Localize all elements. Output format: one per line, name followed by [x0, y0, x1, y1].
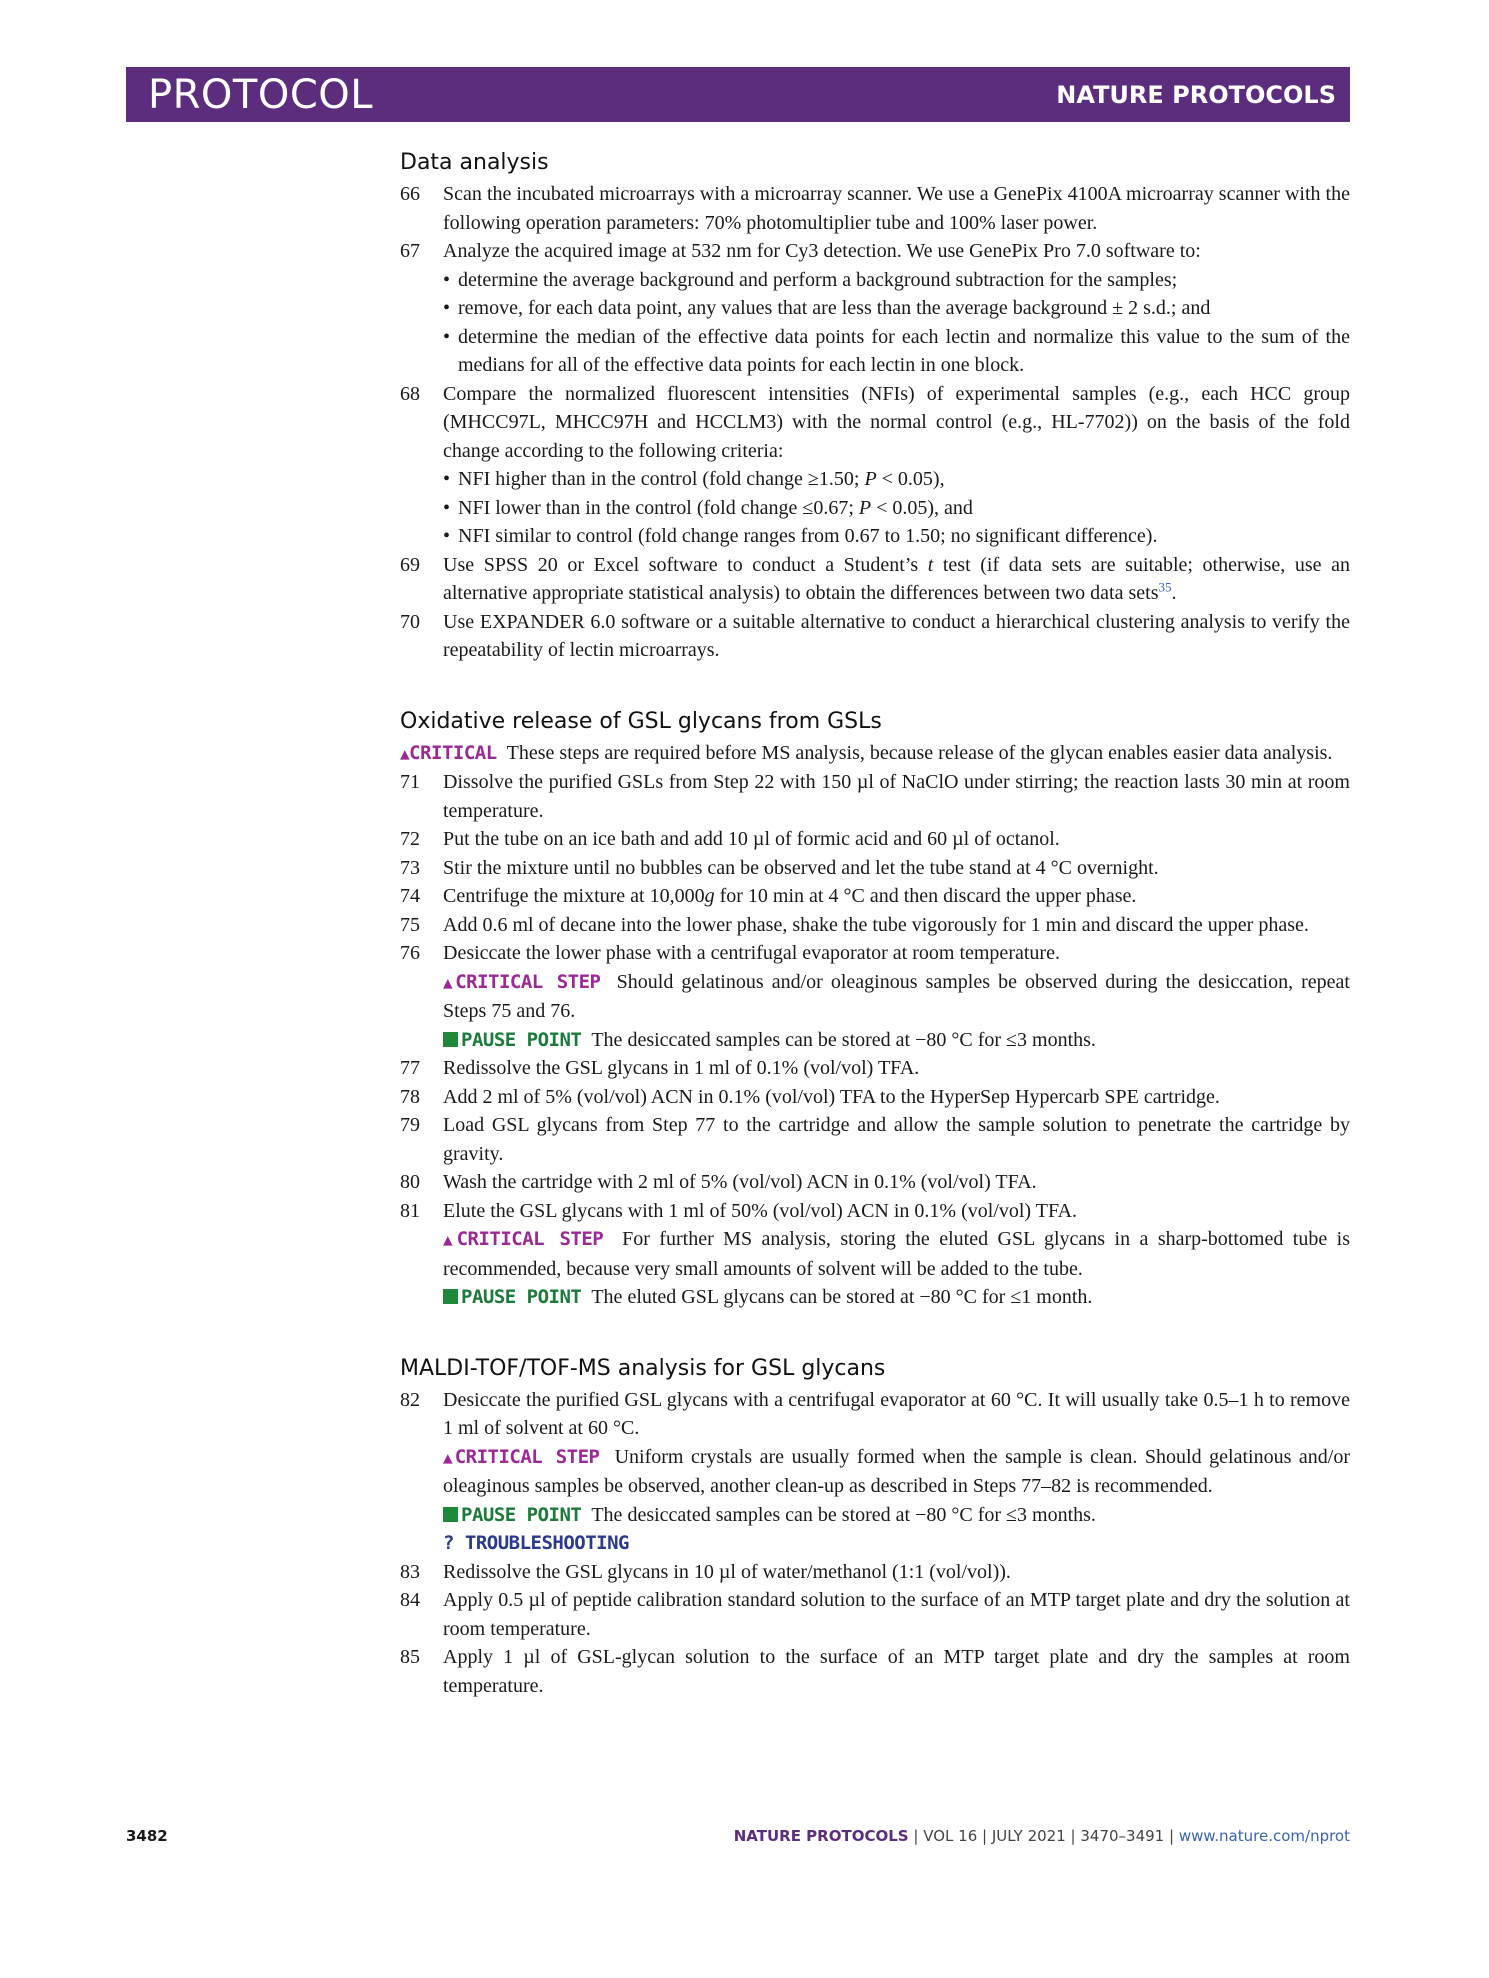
step-73: 73 Stir the mixture until no bubbles can be observed and let the tube stand at 4 °C overnight. [400, 856, 1159, 879]
critical-label: ▲CRITICAL [400, 741, 497, 764]
step-74: 74 Centrifuge the mixture at 10,000g for 10 min at 4 °C and then discard the upper phase. [400, 885, 1137, 907]
list-item: • NFI lower than in the control (fold change ≤0.67; P < 0.05), and [443, 496, 973, 519]
footer-journal: NATURE PROTOCOLS [733, 1827, 909, 1845]
pause-point-label: PAUSE POINT [443, 1286, 581, 1308]
critical-step-label: ▲CRITICAL STEP [443, 1445, 600, 1468]
footer-date: JULY 2021 [991, 1827, 1066, 1845]
page-number: 3482 [126, 1827, 168, 1845]
footer-citation: NATURE PROTOCOLS | VOL 16 | JULY 2021 | 3470–3491 | www.nature.com/nprot [733, 1827, 1350, 1845]
critical-step-label: ▲CRITICAL STEP [443, 970, 601, 993]
step-77: 77 Redissolve the GSL glycans in 1 ml of 0.1% (vol/vol) TFA. [400, 1057, 920, 1079]
step-82: 82 Desiccate the purified GSL glycans with a centrifugal evaporator at 60 °C. It will usually take 0.5–1 h to remove 1 ml of solvent at 60 °C. ▲CRITICAL STEP Uniform crystals are usually formed when the sample is clean. Should gelatinous and/or oleaginous samples be observed, another clean-up as described in Steps 77–82 is recommended. PAUSE POINT The desiccated samples can be stored at −80 °C for ≤3 months. ? TROUBLESHOOTING [400, 1386, 1350, 1558]
list-item: • remove, for each data point, any values that are less than the average background ± 2 s.d.; and [443, 297, 1211, 319]
critical-step-note: ▲CRITICAL STEP Uniform crystals are usually formed when the sample is clean. Should gelatinous and/or oleaginous samples be observed, another clean-up as described in Steps 77–82 is recommended. [443, 1445, 1350, 1497]
footer-url-link[interactable]: www.nature.com/nprot [1178, 1827, 1350, 1845]
critical-step-note: ▲CRITICAL STEP Should gelatinous and/or oleaginous samples be observed during the desiccation, repeat Steps 75 and 76. [443, 970, 1350, 1022]
section-heading-data-analysis: Data analysis [400, 150, 549, 175]
triangle-icon: ▲ [443, 1230, 457, 1249]
step-84: 84 Apply 0.5 µl of peptide calibration standard solution to the surface of an MTP target plate and dry the solution at room temperature. [400, 1589, 1350, 1640]
step-71: 71 Dissolve the purified GSLs from Step 22 with 150 µl of NaClO under stirring; the reaction lasts 30 min at room temperature. [400, 771, 1350, 822]
pause-point-label: PAUSE POINT [443, 1504, 581, 1526]
article-type: PROTOCOL [148, 72, 374, 118]
footer-volume: VOL 16 [923, 1827, 978, 1845]
step-80: 80 Wash the cartridge with 2 ml of 5% (vol/vol) ACN in 0.1% (vol/vol) TFA. [400, 1171, 1037, 1193]
step-72: 72 Put the tube on an ice bath and add 10 µl of formic acid and 60 µl of octanol. [400, 828, 1060, 850]
reference-link[interactable]: 35 [1158, 579, 1172, 595]
triangle-icon: ▲ [400, 743, 410, 763]
list-item: • NFI similar to control (fold change ranges from 0.67 to 1.50; no significant difference). [443, 525, 1158, 547]
step-85: 85 Apply 1 µl of GSL-glycan solution to the surface of an MTP target plate and dry the samples at room temperature. [400, 1646, 1350, 1697]
step-68: 68 Compare the normalized fluorescent intensities (NFIs) of experimental samples (e.g., each HCC group (MHCC97L, MHCC97H and HCCLM3) with the normal control (e.g., HL-7702)) on the basis of the fold change according to the following criteria: • NFI higher than in the control (fold change ≥1.50; P < 0.05), • NFI lower than in the control (fold change ≤0.67; P < 0.05), and • NFI similar to control (fold change ranges from 0.67 to 1.50; no significant difference). [400, 380, 1350, 551]
pause-point-note: PAUSE POINT The desiccated samples can be stored at −80 °C for ≤3 months. [443, 1501, 1350, 1530]
header-bar [126, 67, 1350, 122]
step-66: 66 Scan the incubated microarrays with a microarray scanner. We use a GenePix 4100A microarray scanner with the following operation parameters: 70% photomultiplier tube and 100% laser power. [400, 183, 1350, 234]
step-70: 70 Use EXPANDER 6.0 software or a suitable alternative to conduct a hierarchical clustering analysis to verify the repeatability of lectin microarrays. [400, 610, 1350, 661]
square-icon [443, 1289, 458, 1304]
triangle-icon: ▲ [443, 972, 456, 992]
triangle-icon: ▲ [443, 1447, 455, 1467]
pause-point-note: PAUSE POINT The desiccated samples can be stored at −80 °C for ≤3 months. [443, 1026, 1350, 1055]
list-item: • determine the median of the effective data points for each lectin and normalize this value to the sum of the medians for all of the effective data points for each lectin in one block. [443, 325, 1350, 376]
square-icon [443, 1032, 458, 1047]
step-81: 81 Elute the GSL glycans with 1 ml of 50% (vol/vol) ACN in 0.1% (vol/vol) TFA. ▲CRITICAL STEP For further MS analysis, storing the eluted GSL glycans in a sharp-bottomed tube is recommended, because very small amounts of solvent will be added to the tube. PAUSE POINT The eluted GSL glycans can be stored at −80 °C for ≤1 month. [400, 1197, 1350, 1312]
list-item: • determine the average background and perform a background subtraction for the samples; [443, 268, 1178, 291]
section-heading-oxidative: Oxidative release of GSL glycans from GSLs [400, 708, 882, 734]
step-67: 67 Analyze the acquired image at 532 nm for Cy3 detection. We use GenePix Pro 7.0 software to: • determine the average background and perform a background subtraction for the samples; • remove, for each data point, any values that are less than the average background ± 2 s.d.; and • determine the median of the effective data points for each lectin and normalize this value to the sum of the medians for all of the effective data points for each lectin in one block. [400, 237, 1350, 380]
step-75: 75 Add 0.6 ml of decane into the lower phase, shake the tube vigorously for 1 min and discard the upper phase. [400, 913, 1309, 936]
critical-step-label: ▲CRITICAL STEP [443, 1228, 604, 1250]
section-heading-maldi: MALDI-TOF/TOF-MS analysis for GSL glycans [400, 1355, 886, 1381]
footer-pages: 3470–3491 [1080, 1827, 1165, 1845]
pause-point-label: PAUSE POINT [443, 1029, 581, 1051]
step-83: 83 Redissolve the GSL glycans in 10 µl of water/methanol (1:1 (vol/vol)). [400, 1560, 1011, 1583]
pause-point-note: PAUSE POINT The eluted GSL glycans can be stored at −80 °C for ≤1 month. [443, 1283, 1350, 1312]
list-item: • NFI higher than in the control (fold change ≥1.50; P < 0.05), [443, 468, 945, 490]
square-icon [443, 1507, 458, 1522]
troubleshooting-link[interactable]: ? TROUBLESHOOTING [443, 1532, 629, 1554]
step-69: 69 Use SPSS 20 or Excel software to conduct a Student’s t test (if data sets are suitable; otherwise, use an alternative appropriate statistical analysis) to obtain the differences between two data sets$^{35}$. [400, 553, 1350, 604]
critical-step-note: ▲CRITICAL STEP For further MS analysis, storing the eluted GSL glycans in a sharp-bottomed tube is recommended, because very small amounts of solvent will be added to the tube. [443, 1228, 1350, 1280]
step-78: 78 Add 2 ml of 5% (vol/vol) ACN in 0.1% (vol/vol) TFA to the HyperSep Hypercarb SPE cartridge. [400, 1085, 1220, 1108]
main-content [400, 148, 1350, 1700]
step-76: 76 Desiccate the lower phase with a centrifugal evaporator at room temperature. ▲CRITICAL STEP Should gelatinous and/or oleaginous samples be observed during the desiccation, repeat Steps 75 and 76. PAUSE POINT The desiccated samples can be stored at −80 °C for ≤3 months. [400, 939, 1350, 1054]
step-79: 79 Load GSL glycans from Step 77 to the cartridge and allow the sample solution to penetrate the cartridge by gravity. [400, 1114, 1350, 1165]
critical-note: ▲CRITICAL These steps are required before MS analysis, because release of the glycan enables easier data analysis. [400, 741, 1333, 764]
journal-name: NATURE PROTOCOLS [1056, 81, 1336, 109]
